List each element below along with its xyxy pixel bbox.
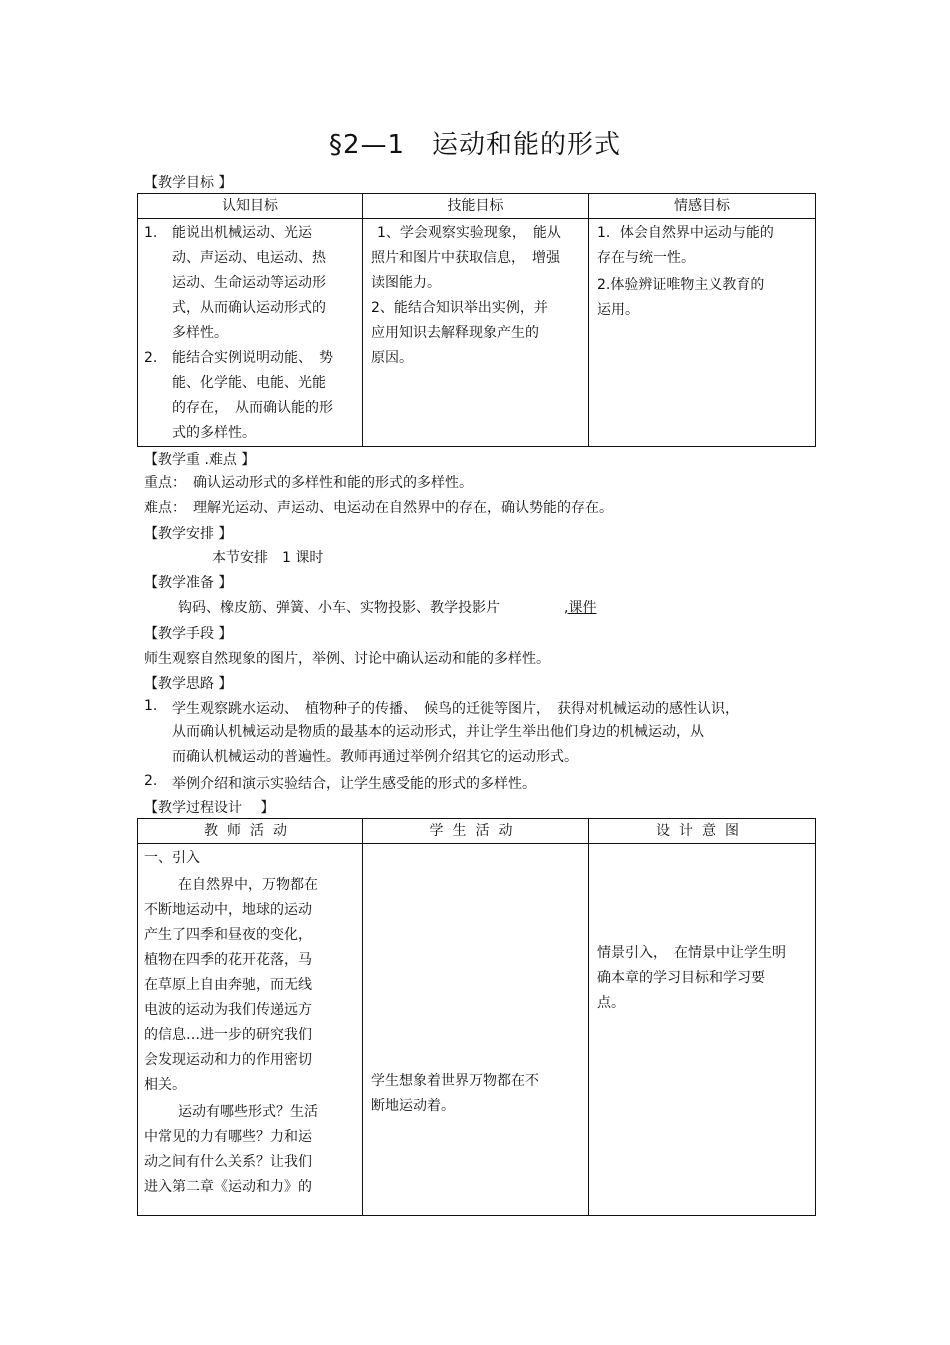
- cognitive-item1-line: 运动、生命运动等运动形: [172, 275, 326, 291]
- col-teacher-header: 教师活动: [138, 819, 363, 844]
- cognitive-item2-num: 2.: [144, 350, 158, 366]
- col-design-header: 设计意图: [589, 819, 816, 844]
- key-point-text: 重点： 确认运动形式的多样性和能的形式的多样性。: [144, 475, 473, 491]
- thinking-item2-text: 举例介绍和演示实验结合，让学生感受能的形式的多样性。: [172, 776, 536, 792]
- col-skill-header: 技能目标: [363, 194, 589, 219]
- cognitive-item1-line: 多样性。: [172, 325, 228, 341]
- col-emotion-header: 情感目标: [589, 194, 816, 219]
- means-text: 师生观察自然现象的图片，举例、讨论中确认运动和能的多样性。: [144, 651, 550, 667]
- cognitive-item2-line: 能、化学能、电能、光能: [172, 375, 326, 391]
- cognitive-cell: [138, 219, 363, 447]
- means-header: 【教学手段 】: [144, 626, 233, 642]
- design-line: 情景引入， 在情景中让学生明: [597, 945, 786, 961]
- emotion-cell: [589, 219, 816, 447]
- thinking-item2-num: 2.: [144, 773, 158, 789]
- teacher-para1-line: 相关。: [144, 1077, 186, 1093]
- thinking-item1-num: 1.: [144, 698, 158, 714]
- col-student-header: 学生活动: [363, 819, 589, 844]
- design-line: 点。: [597, 995, 625, 1011]
- thinking-item1-line: 而确认机械运动的普遍性。教师再通过举例介绍其它的运动形式。: [172, 749, 578, 765]
- emotion-item2-line: 2.体验辨证唯物主义教育的: [597, 277, 765, 293]
- preparation-text: 钩码、橡皮筋、弹簧、小车、实物投影、教学投影片: [178, 600, 500, 616]
- student-line: 学生想象着世界万物都在不: [371, 1073, 539, 1089]
- teacher-heading: 一、引入: [144, 850, 200, 866]
- arrangement-header: 【教学安排 】: [144, 526, 233, 542]
- cognitive-item1-num: 1.: [144, 225, 158, 241]
- teacher-para1-line: 会发现运动和力的作用密切: [144, 1052, 312, 1068]
- keypoints-header: 【教学重 .难点 】: [144, 452, 256, 468]
- emotion-item2-line: 运用。: [597, 302, 639, 318]
- teacher-para1-line: 不断地运动中，地球的运动: [144, 902, 312, 918]
- preparation-header: 【教学准备 】: [144, 575, 233, 591]
- thinking-header: 【教学思路 】: [144, 676, 233, 692]
- teacher-para1-line: 的信息…进一步的研究我们: [144, 1027, 312, 1043]
- design-cell: [589, 844, 816, 1216]
- skill-item2-line: 应用知识去解释现象产生的: [371, 325, 539, 341]
- thinking-item1-line: 学生观察跳水运动、 植物种子的传播、 候鸟的迁徙等图片， 获得对机械运动的感性认识，: [172, 701, 739, 717]
- emotion-item1-line: 存在与统一性。: [597, 250, 695, 266]
- teacher-para2-line: 运动有哪些形式？生活: [178, 1104, 318, 1120]
- student-cell: [363, 844, 589, 1216]
- skill-cell: [363, 219, 589, 447]
- difficult-point-text: 难点： 理解光运动、声运动、电运动在自然界中的存在，确认势能的存在。: [144, 500, 613, 516]
- cognitive-item1-line: 动、声运动、电运动、热: [172, 250, 326, 266]
- skill-item2-line: 原因。: [371, 350, 413, 366]
- thinking-item1-line: 从而确认机械运动是物质的最基本的运动形式，并让学生举出他们身边的机械运动，从: [172, 724, 704, 740]
- courseware-link[interactable]: ,课件: [564, 600, 597, 616]
- teacher-para1-line: 电波的运动为我们传递远方: [144, 1002, 312, 1018]
- teacher-para1-line: 产生了四季和昼夜的变化，: [144, 927, 312, 943]
- student-line: 断地运动着。: [371, 1098, 455, 1114]
- teacher-para1-line: 植物在四季的花开花落，马: [144, 952, 312, 968]
- teacher-para2-line: 动之间有什么关系？让我们: [144, 1154, 312, 1170]
- teacher-cell: [138, 844, 363, 1216]
- teacher-para2-line: 进入第二章《运动和力》的: [144, 1179, 312, 1195]
- skill-item1-line: 1、学会观察实验现象， 能从: [377, 225, 561, 241]
- cognitive-item2-line: 的存在， 从而确认能的形: [172, 400, 333, 416]
- teacher-para1-line: 在自然界中，万物都在: [178, 877, 318, 893]
- cognitive-item2-line: 式的多样性。: [172, 425, 256, 441]
- emotion-item1-line: 1．体会自然界中运动与能的: [597, 225, 774, 241]
- page-title: §2—1 运动和能的形式: [328, 130, 622, 160]
- objectives-table: [137, 193, 816, 447]
- cognitive-item1-line: 式，从而确认运动形式的: [172, 300, 326, 316]
- teacher-para1-line: 在草原上自由奔驰，而无线: [144, 977, 312, 993]
- objectives-header: 【教学目标 】: [144, 175, 233, 191]
- col-cognitive-header: 认知目标: [138, 194, 363, 219]
- arrangement-text: 本节安排 1 课时: [212, 550, 324, 566]
- cognitive-item2-line: 能结合实例说明动能、 势: [172, 350, 333, 366]
- teacher-para2-line: 中常见的力有哪些？力和运: [144, 1129, 312, 1145]
- skill-item1-line: 照片和图片中获取信息， 增强: [371, 250, 560, 266]
- process-header: 【教学过程设计 】: [144, 800, 275, 816]
- skill-item1-line: 读图能力。: [371, 275, 441, 291]
- process-table: [137, 818, 816, 1216]
- skill-item2-line: 2、能结合知识举出实例，并: [371, 300, 548, 316]
- design-line: 确本章的学习目标和学习要: [597, 970, 765, 986]
- cognitive-item1-line: 能说出机械运动、光运: [172, 225, 312, 241]
